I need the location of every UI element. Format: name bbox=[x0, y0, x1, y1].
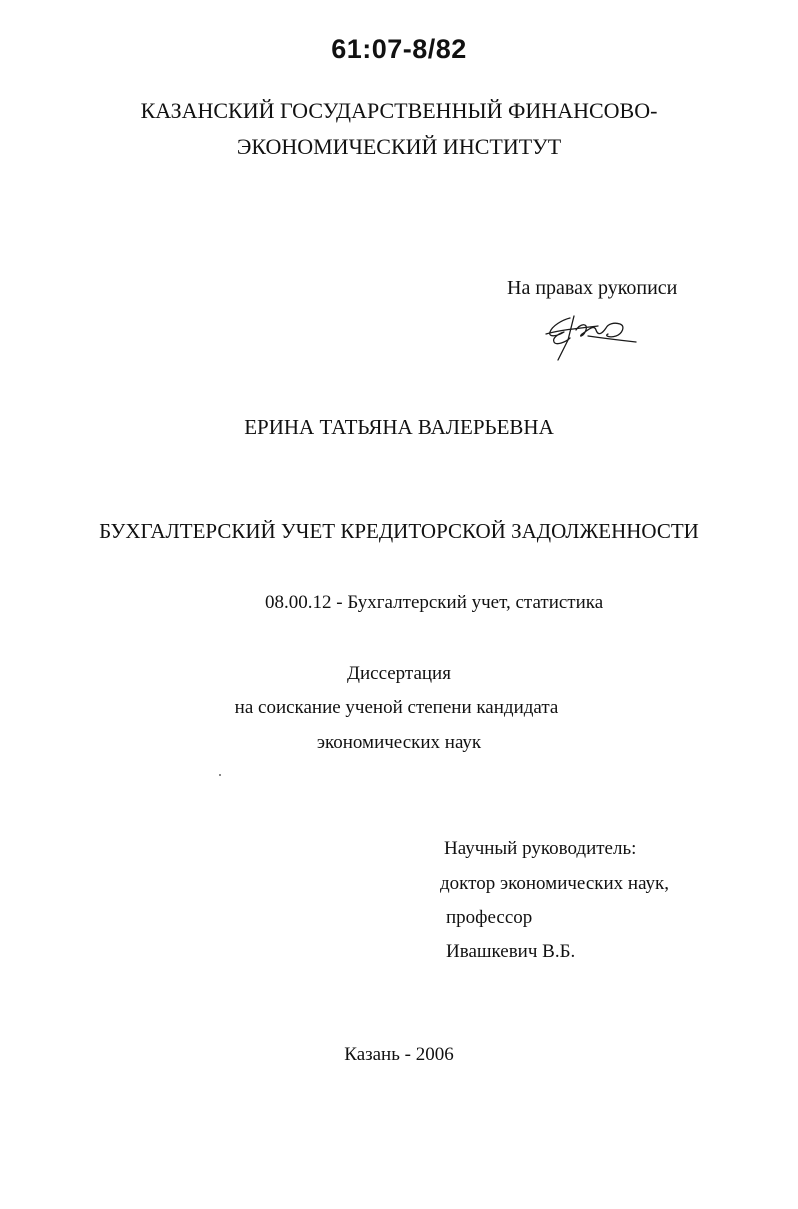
scan-speck bbox=[219, 774, 221, 776]
thesis-title: БУХГАЛТЕРСКИЙ УЧЕТ КРЕДИТОРСКОЙ ЗАДОЛЖЕННОСТИ bbox=[99, 519, 699, 543]
specialty-code: 08.00.12 - Бухгалтерский учет, статистика bbox=[265, 592, 604, 613]
supervisor-label: Научный руководитель: bbox=[444, 838, 637, 859]
signature-icon bbox=[540, 312, 640, 364]
supervisor-degree: доктор экономических наук, bbox=[440, 873, 670, 894]
catalog-code: 61:07-8/82 bbox=[331, 34, 467, 64]
supervisor-name: Ивашкевич В.Б. bbox=[446, 941, 576, 962]
city-year: Казань - 2006 bbox=[344, 1044, 454, 1065]
institution-line-2: ЭКОНОМИЧЕСКИЙ ИНСТИТУТ bbox=[236, 134, 562, 159]
manuscript-rights-label: На правах рукописи bbox=[507, 277, 678, 299]
author-name: ЕРИНА ТАТЬЯНА ВАЛЕРЬЕВНА bbox=[244, 415, 554, 439]
science-field: экономических наук bbox=[316, 732, 482, 753]
supervisor-title: профессор bbox=[446, 907, 533, 928]
document-type: Диссертация bbox=[347, 663, 451, 684]
institution-line-1: КАЗАНСКИЙ ГОСУДАРСТВЕННЫЙ ФИНАНСОВО- bbox=[140, 98, 658, 123]
degree-line: на соискание ученой степени кандидата bbox=[234, 697, 559, 718]
